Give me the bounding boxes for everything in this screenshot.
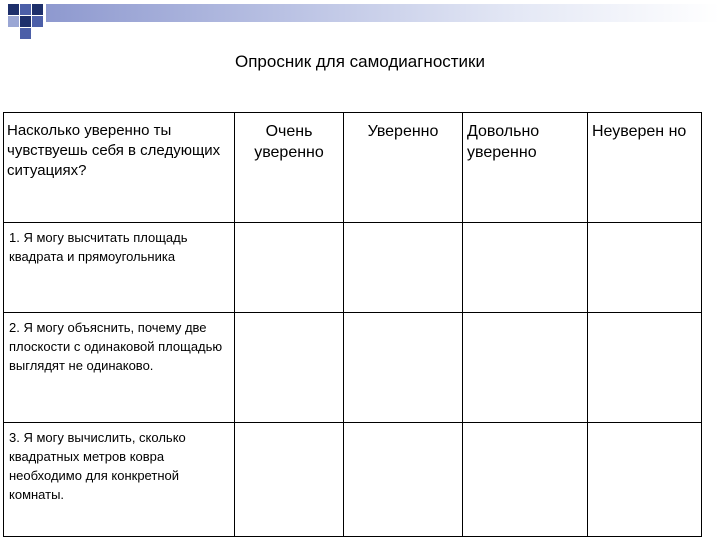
header-gradient-band (46, 4, 720, 22)
decor-square (20, 28, 31, 39)
answer-cell[interactable] (235, 423, 344, 537)
answer-cell[interactable] (235, 313, 344, 423)
table-row (4, 223, 702, 313)
answer-cell[interactable] (463, 223, 588, 313)
answer-cell[interactable] (344, 313, 463, 423)
decor-square (32, 4, 43, 15)
answer-cell[interactable] (344, 423, 463, 537)
answer-cell[interactable] (588, 423, 702, 537)
page-title: Опросник для самодиагностики (234, 52, 485, 71)
decor-square (8, 4, 19, 15)
table-row (4, 423, 702, 537)
decor-square (20, 16, 31, 27)
question-cell: 1. Я могу высчитать площадь квадрата и прямоугольника (4, 223, 235, 313)
question-column-header: Насколько уверенно ты чувствуешь себя в следующих ситуациях? (4, 113, 235, 223)
answer-cell[interactable] (588, 223, 702, 313)
answer-cell[interactable] (344, 223, 463, 313)
answer-cell[interactable] (463, 313, 588, 423)
option-header-fairly-confident: Довольно уверенно (463, 113, 588, 223)
answer-cell[interactable] (588, 313, 702, 423)
table-row (4, 313, 702, 423)
decor-square (20, 4, 31, 15)
answer-cell[interactable] (463, 423, 588, 537)
decor-square (8, 16, 19, 27)
option-header-not-confident: Неуверен но (588, 113, 702, 223)
option-header-confident: Уверенно (344, 113, 463, 223)
header-row (4, 113, 702, 223)
survey-table (3, 112, 702, 537)
decor-square (32, 16, 43, 27)
option-header-very-confident: Очень уверенно (235, 113, 344, 223)
answer-cell[interactable] (235, 223, 344, 313)
question-cell: 2. Я могу объяснить, почему две плоскости с одинаковой площадью выглядят не одинаково. (4, 313, 235, 423)
question-cell: 3. Я могу вычислить, сколько квадратных метров ковра необходимо для конкретной комнаты. (4, 423, 235, 537)
